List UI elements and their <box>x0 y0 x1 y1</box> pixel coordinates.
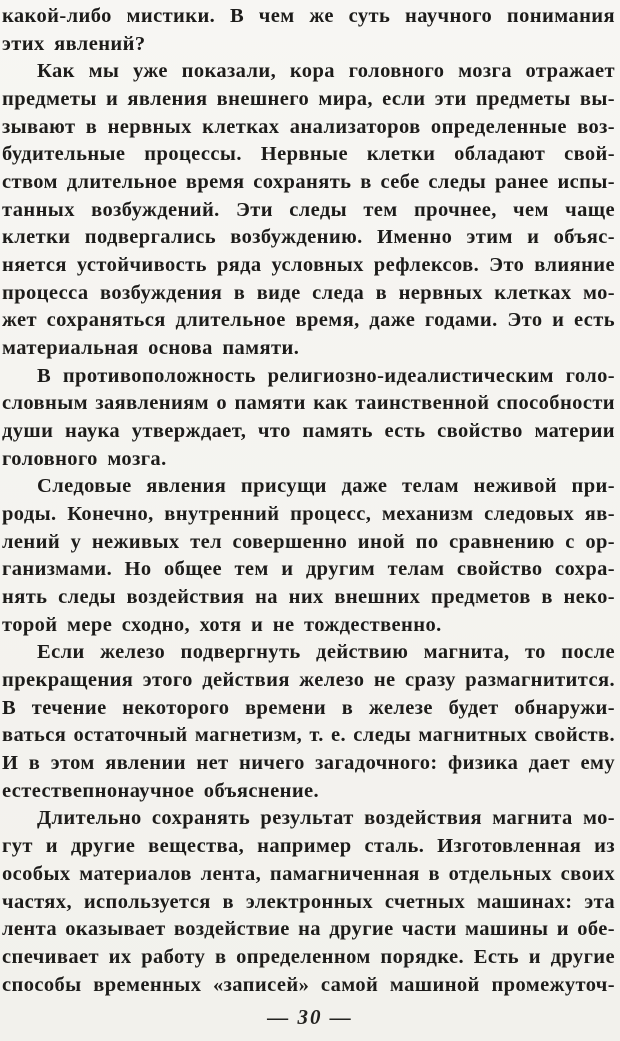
text-line: Длительно сохранять результат воздействия магнита мо- <box>37 807 615 830</box>
text-line: предметы и явления внешнего мира, если эти предметы вы- <box>2 88 615 111</box>
text-line: И в этом явлении нет ничего загадочного: физика дает ему <box>2 752 615 775</box>
text-line: зывают в нервных клетках анализаторов определенные воз- <box>2 115 615 138</box>
text-line: нять следы воздействия на них внешних предметов в неко- <box>2 586 615 609</box>
text-line: частях, используется в электронных счетных машинах: эта <box>2 890 615 913</box>
text-line: гут и другие вещества, например сталь. Изготовленная из <box>2 835 615 858</box>
text-line: роды. Конечно, внутренний процесс, механизм следовых яв- <box>2 503 615 526</box>
text-line: словным заявлениям о памяти как таинственной способности <box>2 392 615 415</box>
text-line: танных возбуждений. Эти следы тем прочнее, чем чаще <box>2 198 615 221</box>
page-number: — 30 — <box>267 1005 353 1029</box>
text-line: лений у неживых тел совершенно иной по сравнению с ор- <box>2 530 615 553</box>
text-line: какой-либо мистики. В чем же суть научного понимания <box>2 5 615 27</box>
text-line: головного мозга. <box>2 447 167 470</box>
text-line: естествепнонаучное объяснение. <box>2 779 320 802</box>
text-line: спечивает их работу в определенном порядке. Есть и другие <box>2 945 615 968</box>
text-line: В течение некоторого времени в железе будет обнаружи- <box>2 696 615 719</box>
text-line: будительные процессы. Нервные клетки обладают свой- <box>2 143 615 166</box>
text-line: ваться остаточный магнетизм, т. е. следы магнитных свойств. <box>2 724 615 747</box>
text-line: души наука утверждает, что память есть свойство материи <box>2 420 615 443</box>
text-line: особых материалов лента, памагниченная в отдельных своих <box>2 862 615 885</box>
text-line: процесса возбуждения в виде следа в нервных клетках мо- <box>2 281 615 304</box>
text-line: В противоположность религиозно-идеалистическим голо- <box>37 364 615 387</box>
text-line: ганизмами. Но общее тем и другим телам свойство сохра- <box>2 558 615 581</box>
text-line: материальная основа памяти. <box>2 337 300 360</box>
text-line: лента оказывает воздействие на другие части машины и обе- <box>2 918 615 941</box>
text-line: жет сохраняться длительное время, даже годами. Это и есть <box>2 309 615 332</box>
text-line: прекращения этого действия железо не сразу размагнитится. <box>2 669 615 692</box>
text-line: Следовые явления присущи даже телам неживой при- <box>37 475 615 498</box>
text-line: этих явлений? <box>2 32 146 55</box>
text-line: няется устойчивость ряда условных рефлексов. Это влияние <box>2 254 615 277</box>
text-line: торой мере сходно, хотя и не тождественно. <box>2 613 442 636</box>
text-line: Как мы уже показали, кора головного мозга отражает <box>37 60 615 83</box>
text-line: ством длительное время сохранять в себе следы ранее испы- <box>2 171 615 194</box>
text-line: клетки подвергались возбуждению. Именно этим и объяс- <box>2 226 615 249</box>
text-line: способы временных «записей» самой машиной промежуточ- <box>2 973 615 996</box>
text-line: Если железо подвергнуть действию магнита, то после <box>37 641 615 664</box>
